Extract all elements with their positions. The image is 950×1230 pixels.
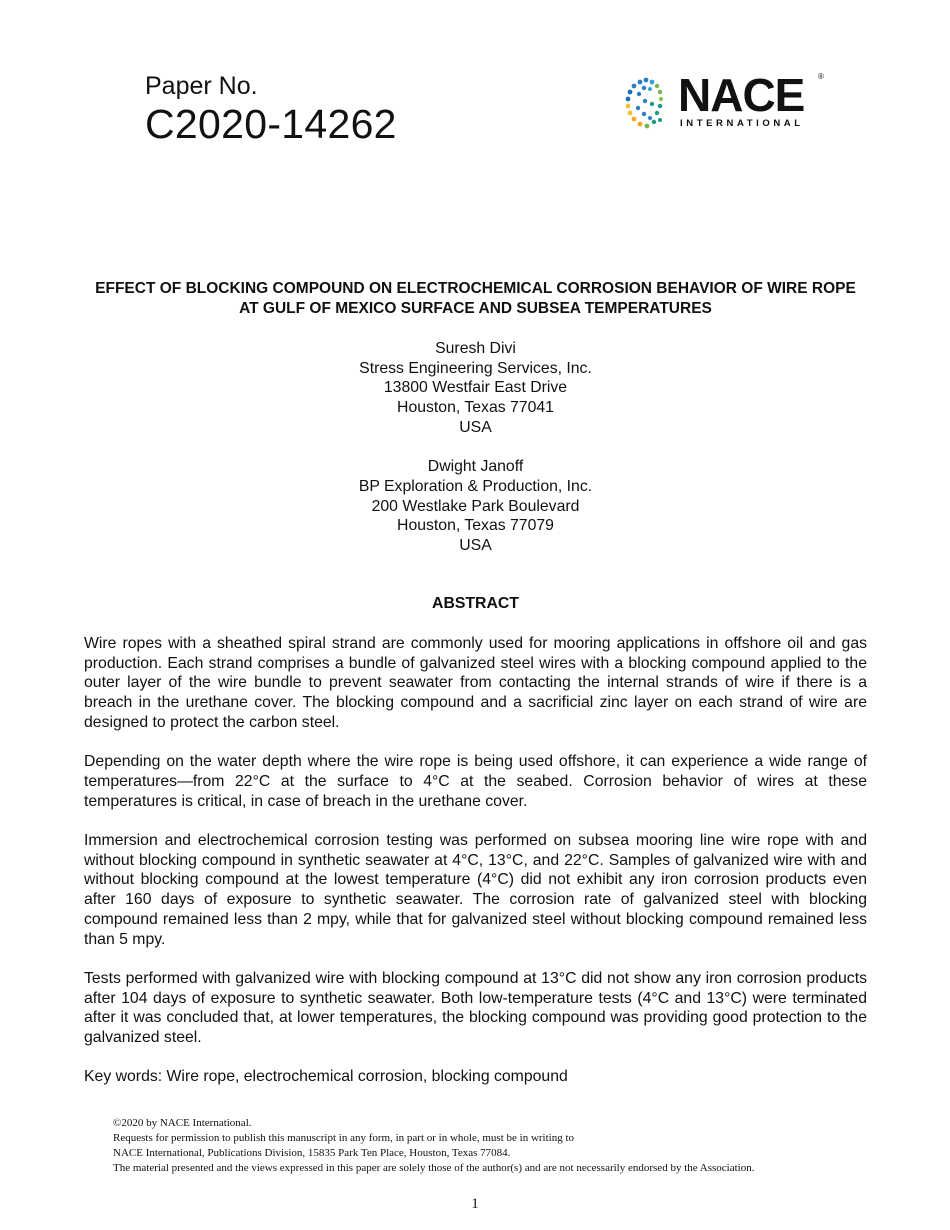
logo-subtitle: INTERNATIONAL: [680, 118, 804, 129]
registered-mark: ®: [818, 72, 824, 81]
abstract-paragraph: Wire ropes with a sheathed spiral strand are commonly used for mooring applications in offshore oil and gas production. Each strand comprises a bundle of galvanized steel wires with a blocking compound applied to the outer layer of the wire bundle to prevent seawater from contacting the internal strands of wire if there is a breach in the urethane cover. The blocking compound and a sacrificial zinc layer on each strand of wire are designed to protect the carbon steel.: [84, 635, 867, 731]
author-street: 200 Westlake Park Boulevard: [371, 497, 580, 515]
author-name: Dwight Janoff: [427, 458, 524, 476]
paper-number: C2020-14262: [145, 101, 397, 147]
logo-wordmark: NACE: [678, 69, 805, 121]
copyright-footer: [113, 1116, 863, 1176]
author-block: [84, 339, 867, 575]
abstract-paragraph: Depending on the water depth where the wire rope is being used offshore, it can experience a wide range of temperatures—from 22°C at the surface to 4°C at the seabed. Corrosion behavior of wires at these temperatures is critical, in case of breach in the urethane cover.: [84, 753, 867, 810]
footer-line: NACE International, Publications Division, 15835 Park Ten Place, Houston, Texas 77084.: [113, 1147, 511, 1159]
page-number: 1: [471, 1196, 479, 1212]
author-city: Houston, Texas 77041: [397, 399, 554, 417]
footer-line: The material presented and the views expressed in this paper are solely those of the author(s) and are not necessarily endorsed by the Association.: [113, 1162, 755, 1174]
author-1: [84, 339, 867, 438]
abstract-paragraph: Tests performed with galvanized wire with blocking compound at 13°C did not show any iron corrosion products after 104 days of exposure to synthetic seawater. Both low-temperature tests (4°C and 13°C) were terminated after it was concluded that, at lower temperatures, the blocking compound was providing good protection to the galvanized steel.: [84, 969, 867, 1047]
author-country: USA: [459, 418, 492, 436]
footer-line: ©2020 by NACE International.: [113, 1117, 252, 1129]
author-street: 13800 Westfair East Drive: [383, 379, 568, 397]
author-org: BP Exploration & Production, Inc.: [358, 477, 593, 495]
abstract-heading: ABSTRACT: [432, 595, 519, 612]
keywords: Key words: Wire rope, electrochemical corrosion, blocking compound: [84, 1068, 568, 1086]
author-org: Stress Engineering Services, Inc.: [359, 359, 592, 377]
nace-logo: [620, 69, 830, 134]
abstract-body: [84, 634, 867, 1107]
author-country: USA: [459, 537, 492, 555]
nace-globe-icon: [620, 74, 676, 134]
paper-title: EFFECT OF BLOCKING COMPOUND ON ELECTROCHEMICAL CORROSION BEHAVIOR OF WIRE ROPE AT GULF OF MEXICO SURFACE AND SUBSEA TEMPERATURES: [95, 280, 856, 317]
footer-line: Requests for permission to publish this manuscript in any form, in part or in whole, must be in writing to: [113, 1132, 575, 1144]
author-city: Houston, Texas 77079: [397, 517, 554, 535]
paper-number-label: Paper No.: [145, 72, 258, 100]
abstract-paragraph: Immersion and electrochemical corrosion testing was performed on subsea mooring line wire rope with and without blocking compound in synthetic seawater at 4°C, 13°C, and 22°C. Samples of galvanized wire with and without blocking compound at the lowest temperature (4°C) did not exhibit any iron corrosion products even after 160 days of exposure to synthetic seawater. The corrosion rate of galvanized steel with blocking compound remained less than 2 mpy, while that for galvanized steel without blocking compound remained less than 5 mpy.: [84, 832, 867, 948]
author-2: [84, 457, 867, 556]
author-name: Suresh Divi: [435, 340, 516, 357]
